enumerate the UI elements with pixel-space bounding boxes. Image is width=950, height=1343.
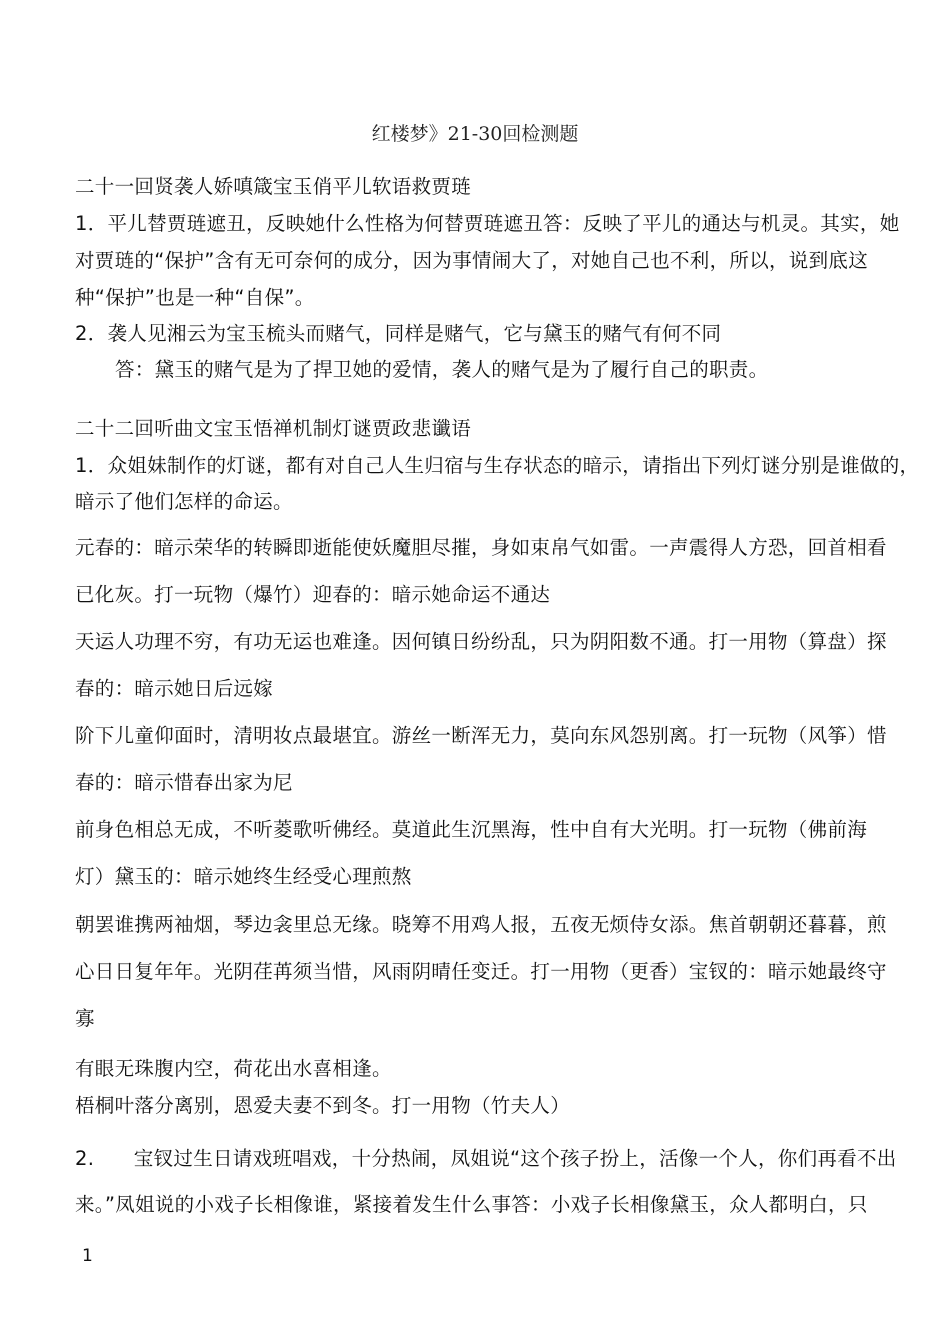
question-line: 2. 宝钗过生日请戏班唱戏，十分热闹，凤姐说“这个孩子扮上，活像一个人，你们再看不出 — [75, 1147, 897, 1170]
riddle-line: 春的：暗示她日后远嫁 — [75, 677, 274, 700]
riddle-line: 元春的：暗示荣华的转瞬即逝能使妖魔胆尽摧，身如束帛气如雷。一声震得人方恐，回首相看 — [75, 536, 887, 559]
question-line: 来。”凤姐说的小戏子长相像谁，紧接着发生什么事答：小戏子长相像黛玉，众人都明白，只 — [75, 1193, 868, 1216]
question-line: 2．袭人见湘云为宝玉梳头而赌气，同样是赌气，它与黛玉的赌气有何不同 — [75, 322, 722, 345]
question-line: 1．众姐妹制作的灯谜，都有对自己人生归宿与生存状态的暗示，请指出下列灯谜分别是谁做的， — [75, 454, 920, 477]
page-number: 1 — [82, 1246, 93, 1266]
answer-line: 答：黛玉的赌气是为了捍卫她的爱情，袭人的赌气是为了履行自己的职责。 — [115, 358, 769, 381]
document-title: 红楼梦》21-30回检测题 — [371, 123, 579, 145]
riddle-line: 寡 — [75, 1007, 95, 1030]
answer-line: 对贾琏的“保护”含有无可奈何的成分，因为事情闹大了，对她自己也不利，所以，说到底这 — [75, 249, 869, 272]
riddle-line: 梧桐叶落分离别，恩爱夫妻不到冬。打一用物（竹夫人） — [75, 1094, 571, 1117]
riddle-line: 心日日复年年。光阴荏苒须当惜，风雨阴晴任变迁。打一用物（更香）宝钗的：暗示她最终守 — [75, 960, 887, 983]
riddle-line: 有眼无珠腹内空，荷花出水喜相逢。 — [75, 1057, 392, 1080]
question-line: 暗示了他们怎样的命运。 — [75, 490, 293, 513]
question-line: 1．平儿替贾琏遮丑，反映她什么性格为何替贾琏遮丑答：反映了平儿的通达与机灵。其实，她 — [75, 212, 900, 235]
riddle-line: 前身色相总无成，不听菱歌听佛经。莫道此生沉黑海，性中自有大光明。打一玩物（佛前海 — [75, 818, 868, 841]
section-heading-21: 二十一回贤袭人娇嗔箴宝玉俏平儿软语救贾琏 — [75, 175, 472, 198]
riddle-line: 天运人功理不穷，有功无运也难逢。因何镇日纷纷乱，只为阴阳数不通。打一用物（算盘）探 — [75, 630, 887, 653]
answer-line: 种“保护”也是一种“自保”。 — [75, 286, 315, 309]
riddle-line: 阶下儿童仰面时，清明妆点最堪宜。游丝一断浑无力，莫向东风怨别离。打一玩物（风筝）惜 — [75, 724, 887, 747]
riddle-line: 已化灰。打一玩物（爆竹）迎春的：暗示她命运不通达 — [75, 583, 551, 606]
riddle-line: 灯）黛玉的：暗示她终生经受心理煎熬 — [75, 865, 412, 888]
section-heading-22: 二十二回听曲文宝玉悟禅机制灯谜贾政悲谶语 — [75, 417, 472, 440]
riddle-line: 春的：暗示惜春出家为尼 — [75, 771, 293, 794]
riddle-line: 朝罢谁携两袖烟，琴边衾里总无缘。晓筹不用鸡人报，五夜无烦侍女添。焦首朝朝还暮暮，煎 — [75, 913, 887, 936]
